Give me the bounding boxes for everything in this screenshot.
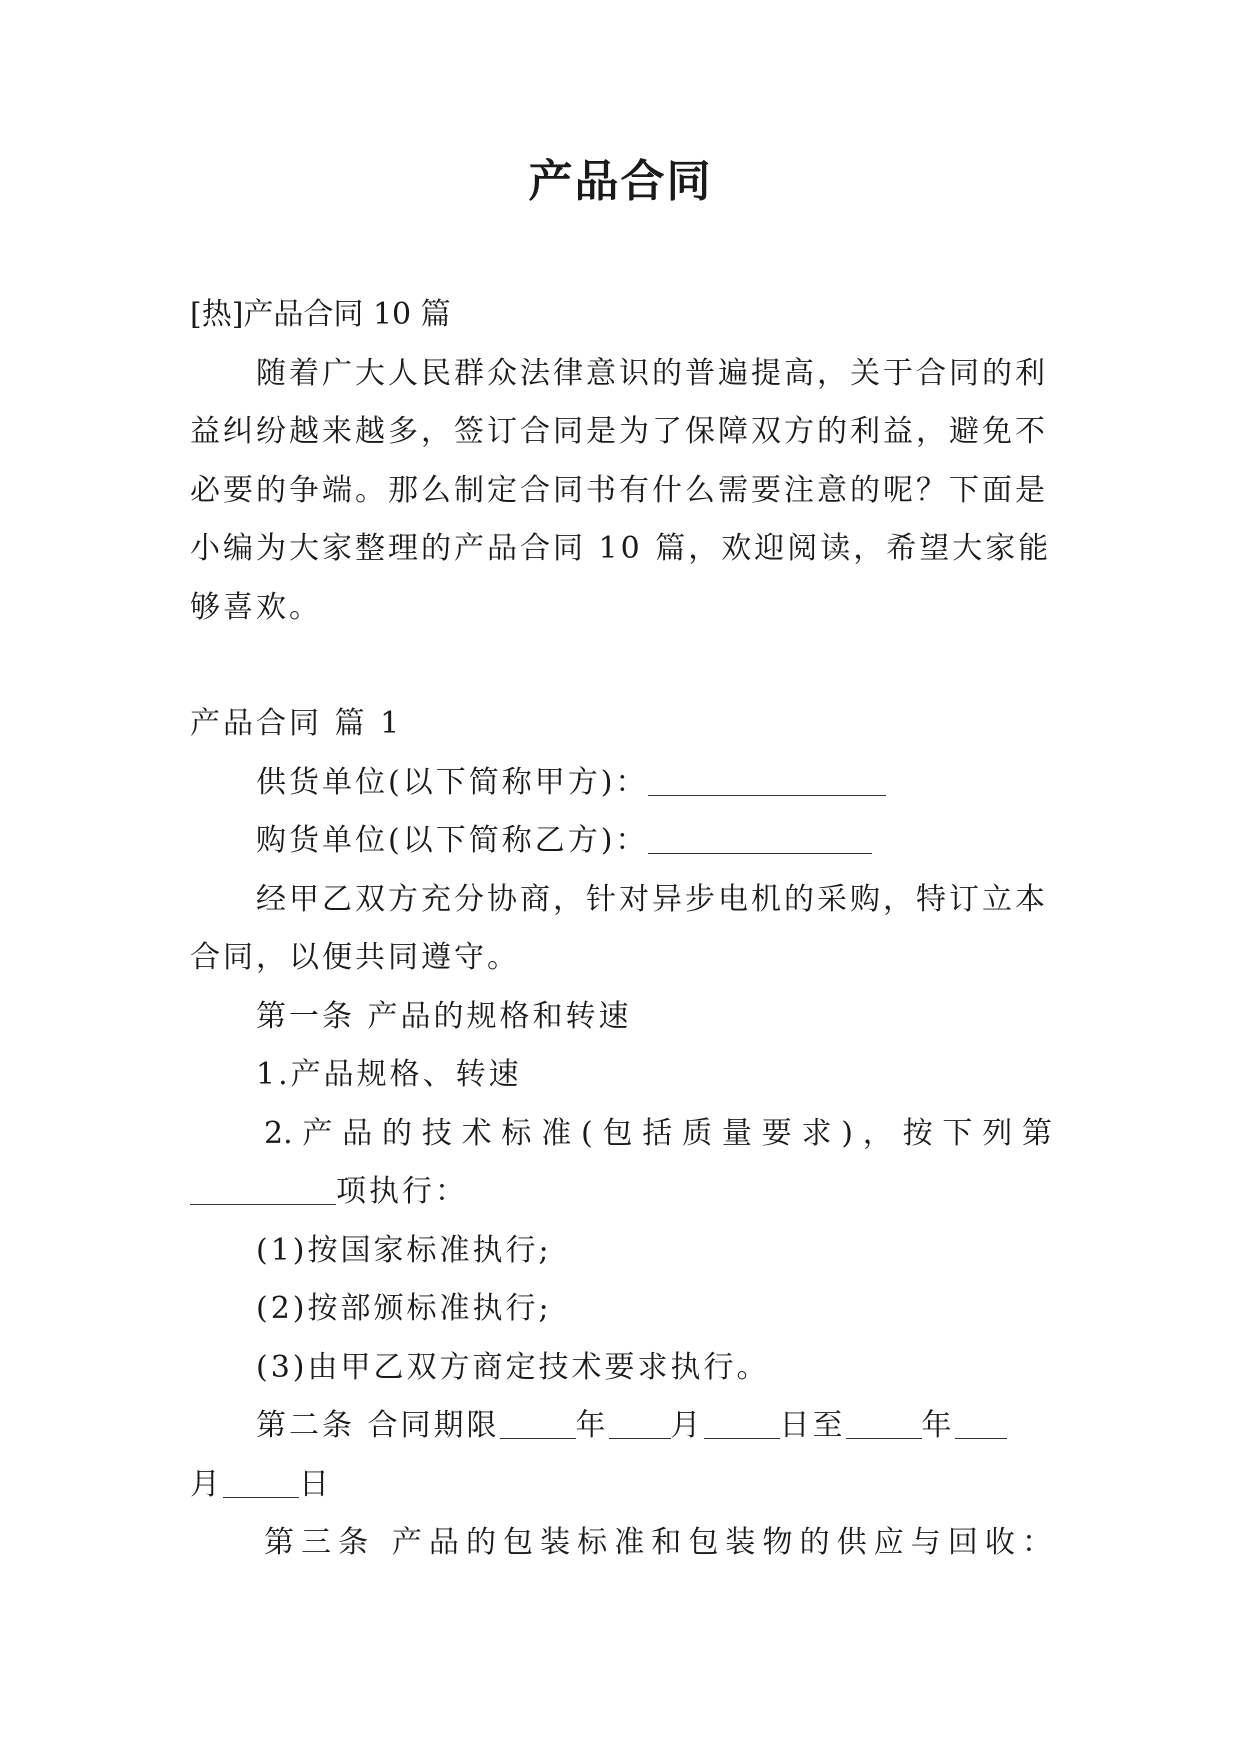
start-month-blank[interactable] (609, 1438, 671, 1439)
start-day-to-label: 日至 (779, 1408, 846, 1443)
buyer-line (190, 812, 1052, 871)
start-year-label: 年 (575, 1408, 609, 1443)
article-2-prefix: 第二条 合同期限 (256, 1408, 500, 1443)
document-body (190, 286, 1052, 1573)
end-month-blank[interactable] (955, 1438, 1007, 1439)
end-year-label: 年 (921, 1408, 955, 1443)
article-3-heading: 第三条 产品的包装标准和包装物的供应与回收： (264, 1525, 1052, 1560)
supplier-blank[interactable] (648, 795, 886, 796)
article-1-item-1: 1.产品规格、转速 (256, 1057, 522, 1092)
intro-line-4: 小编为大家整理的产品合同 10 篇，欢迎阅读，希望大家能 (190, 531, 1052, 566)
supplier-line (190, 754, 1052, 813)
section-heading: 产品合同 篇 1 (190, 706, 403, 741)
end-day-blank[interactable] (223, 1497, 299, 1498)
agreement-line-1: 经甲乙双方充分协商，针对异步电机的采购，特订立本 (256, 881, 1048, 917)
document-subtitle: [热]产品合同 10 篇 (190, 297, 451, 332)
document-title: 产品合同 (528, 156, 713, 207)
end-day-label: 日 (299, 1466, 332, 1502)
intro-line-1: 随着广大人民群众法律意识的普遍提高，关于合同的利 (256, 355, 1048, 391)
option-3: (3)由甲乙双方商定技术要求执行。 (256, 1349, 770, 1385)
agreement-line-2: 合同，以便共同遵守。 (190, 940, 520, 975)
buyer-label: 购货单位(以下简称乙方)： (256, 823, 649, 858)
article-1-item-2-cont (190, 1163, 1052, 1222)
item-2-tail: 项执行： (336, 1174, 468, 1209)
option-2: (2)按部颁标准执行; (256, 1291, 552, 1326)
start-month-label: 月 (670, 1408, 704, 1443)
paragraph-gap (190, 637, 1052, 695)
article-1-heading: 第一条 产品的规格和转速 (256, 998, 632, 1034)
standard-choice-blank[interactable] (190, 1204, 336, 1205)
buyer-blank[interactable] (648, 853, 872, 854)
intro-line-3: 必要的争端。那么制定合同书有什么需要注意的呢？下面是 (190, 472, 1048, 508)
start-day-blank[interactable] (704, 1438, 780, 1439)
article-1-item-2: 2.产品的技术标准(包括质量要求)，按下列第 (264, 1115, 1052, 1151)
end-year-blank[interactable] (846, 1438, 922, 1439)
start-year-blank[interactable] (500, 1438, 576, 1439)
article-2-line-1 (190, 1397, 1052, 1456)
supplier-label: 供货单位(以下简称甲方)： (256, 764, 649, 800)
intro-line-2: 益纠纷越来越多，签订合同是为了保障双方的利益，避免不 (190, 414, 1048, 449)
intro-line-5: 够喜欢。 (190, 589, 322, 625)
article-2-line-2 (190, 1456, 1052, 1515)
option-1: (1)按国家标准执行; (256, 1232, 552, 1268)
end-month-label: 月 (190, 1466, 223, 1502)
